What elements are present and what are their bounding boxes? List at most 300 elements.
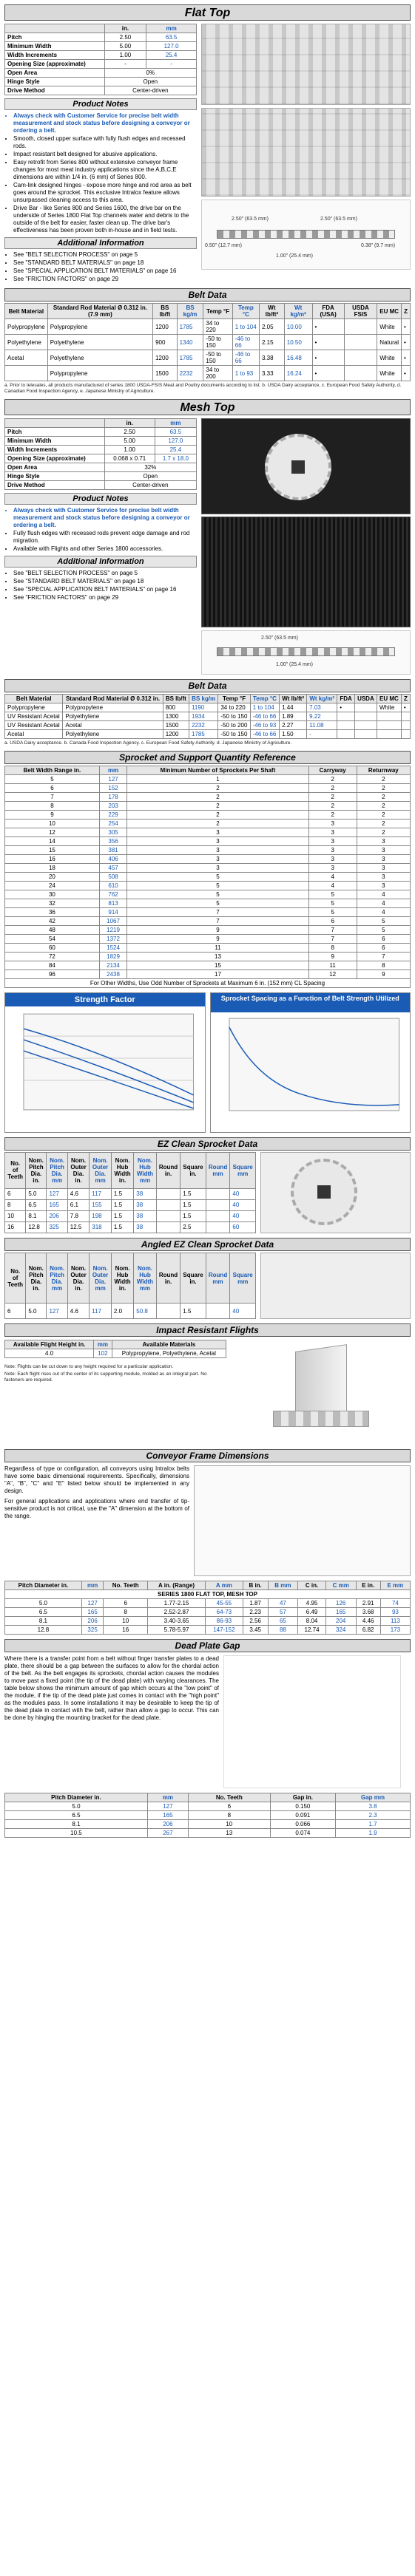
frame-row-cell: 57 <box>268 1608 298 1617</box>
sprocket-spacing-plot <box>211 1012 411 1132</box>
product-notes-list <box>4 112 197 234</box>
flat-top-dimension-diagram <box>201 200 411 270</box>
sprocket-qty-row-cell: 406 <box>99 855 126 864</box>
sprocket-qty-row-cell: 762 <box>99 890 126 899</box>
dead-plate-row-cell: 13 <box>188 1829 270 1838</box>
ez-row-cell: 12.8 <box>26 1221 47 1233</box>
frame-row-cell: 64-73 <box>206 1608 243 1617</box>
belt-data-row: UV Resistant Acetal Acetal 1500 2232 -50 to 200 -46 to 93 2.27 11.08 <box>5 721 411 730</box>
sprocket-qty-row-cell: 6 <box>308 917 357 926</box>
ez-row-cell: 1.5 <box>180 1210 206 1221</box>
frame-row-cell: 3.40-3.65 <box>148 1617 206 1626</box>
spec-header: in. mm <box>5 419 197 428</box>
mesh-top-title: Mesh Top <box>4 399 411 415</box>
sprocket-qty-row-cell: 1372 <box>99 935 126 944</box>
ez-row-cell: 165 <box>47 1199 67 1210</box>
sprocket-qty-row-cell: 1 <box>127 775 308 784</box>
dead-plate-row-cell: 6.5 <box>5 1811 148 1820</box>
frame-row-cell: 10 <box>104 1617 148 1626</box>
dim-label: 2.50" (63.5 mm) <box>320 217 357 222</box>
sprocket-qty-row-cell: 6 <box>357 944 410 953</box>
sprocket-qty-row-cell: 7 <box>127 917 308 926</box>
flat-top-section <box>4 24 411 284</box>
sprocket-qty-row-cell: 8 <box>5 802 100 811</box>
dead-plate-title: Dead Plate Gap <box>4 1639 411 1652</box>
ez-clean-table <box>4 1152 256 1233</box>
frame-row <box>5 1599 411 1608</box>
spec-row: Drive Method Center-driven <box>5 86 197 95</box>
sprocket-qty-row <box>5 944 411 953</box>
mesh-top-right <box>201 418 411 675</box>
sprocket-qty-row-cell: 5 <box>308 899 357 908</box>
frame-row-cell: 8.1 <box>5 1617 82 1626</box>
frame-row-cell: 47 <box>268 1599 298 1608</box>
sprocket-qty-row-cell: 3 <box>357 873 410 882</box>
ez-row-cell: 2.5 <box>180 1221 206 1233</box>
sprocket-qty-header: Belt Width Range in. mm Minimum Number of Sprockets Per Shaft Carryway Returnway <box>5 766 411 775</box>
frame-row-cell: 206 <box>81 1617 104 1626</box>
frame-row-cell: 165 <box>81 1608 104 1617</box>
sprocket-qty-row-cell: 13 <box>127 953 308 961</box>
frame-row-cell: 6.5 <box>5 1608 82 1617</box>
belt-profile <box>217 647 395 656</box>
sprocket-qty-row-cell: 1219 <box>99 926 126 935</box>
sprocket-qty-row-cell: 2 <box>308 784 357 793</box>
sprocket-qty-row-cell: 7 <box>308 935 357 944</box>
sprocket-qty-row-cell: 7 <box>308 926 357 935</box>
ez-row-cell: 8 <box>5 1199 26 1210</box>
dead-plate-row-cell: 267 <box>147 1829 188 1838</box>
sprocket-qty-row-cell: 3 <box>127 864 308 873</box>
sprocket-qty-row-cell: 12 <box>5 828 100 837</box>
dead-plate-row-cell: 165 <box>147 1811 188 1820</box>
sprocket-qty-row-cell: 2 <box>127 820 308 828</box>
sprocket-qty-row-cell: 5 <box>357 917 410 926</box>
spec-row: Pitch 2.50 63.5 <box>5 428 197 437</box>
ez-row-cell: 155 <box>90 1199 112 1210</box>
flat-top-spec-table <box>4 24 197 95</box>
sprocket-qty-row <box>5 811 411 820</box>
sprocket-qty-row-cell: 20 <box>5 873 100 882</box>
frame-row-cell: 4.46 <box>356 1617 380 1626</box>
belt-data-table <box>4 694 411 739</box>
frame-header: Pitch Diameter in. mm No. Teeth A in. (Range) A mm B in. B mm C in. C mm E in. E mm <box>5 1581 411 1590</box>
sprocket-qty-row-cell: 254 <box>99 820 126 828</box>
spec-row: Drive Method Center-driven <box>5 481 197 490</box>
flights-table <box>4 1340 226 1358</box>
sprocket-qty-row-cell: 3 <box>308 846 357 855</box>
frame-row-cell: 1.77-2.15 <box>148 1599 206 1608</box>
spec-row: Opening Size (approximate) 0.068 x 0.71 1.7 x 18.0 <box>5 454 197 463</box>
ez-row-cell <box>206 1210 230 1221</box>
angled-ez-row: 6 5.0 127 4.6 117 2.0 50.8 1.5 40 <box>5 1304 256 1319</box>
frame-row-cell: 6.82 <box>356 1626 380 1635</box>
sprocket-qty-row <box>5 908 411 917</box>
ez-row-cell: 40 <box>230 1210 256 1221</box>
dim-label: 0.50" (12.7 mm) <box>205 243 242 248</box>
sprocket-qty-row-cell: 381 <box>99 846 126 855</box>
spec-row: Open Area 32% <box>5 463 197 472</box>
ez-row-cell: 38 <box>134 1199 156 1210</box>
ez-row-cell: 1.5 <box>111 1199 133 1210</box>
ez-row-cell <box>156 1199 180 1210</box>
sprocket-qty-row-cell: 2 <box>357 811 410 820</box>
note-item: • Impact resistant belt designed for abusive applications. <box>13 151 197 158</box>
ez-clean-section <box>4 1152 411 1233</box>
flight-base <box>273 1411 369 1427</box>
sprocket-qty-row-cell: 4 <box>357 899 410 908</box>
sprocket-qty-row-cell: 7 <box>5 793 100 802</box>
additional-info-list <box>4 570 197 602</box>
sprocket-qty-row <box>5 828 411 837</box>
frame-diagram <box>194 1465 411 1576</box>
dim-label: 2.50" (63.5 mm) <box>261 636 298 641</box>
frame-row-cell: 173 <box>380 1626 410 1635</box>
frame-row-cell: 16 <box>104 1626 148 1635</box>
belt-data-header: Belt Material Standard Rod Material Ø 0.312 in. BS lb/ft BS kg/m Temp °F Temp °C Wt lb/ft² Wt kg/m² FDA USDA EU MC Z <box>5 695 411 703</box>
mesh-top-section <box>4 418 411 675</box>
sprocket-qty-row-cell: 2 <box>357 784 410 793</box>
dead-plate-row-cell: 5.0 <box>5 1802 148 1811</box>
additional-info-title: Additional Information <box>4 237 197 249</box>
sprocket-qty-row-cell: 60 <box>5 944 100 953</box>
strength-factor-title: Strength Factor <box>5 993 205 1006</box>
sprocket-qty-row-cell: 3 <box>357 846 410 855</box>
spec-header-in: in. <box>104 24 146 33</box>
sprocket-qty-row-cell: 1829 <box>99 953 126 961</box>
ez-sprocket-image <box>260 1152 411 1233</box>
sprocket-qty-row-cell: 3 <box>357 855 410 864</box>
ez-row-cell: 6 <box>5 1188 26 1199</box>
mesh-top-belt-photo <box>201 517 411 627</box>
ez-body <box>5 1188 256 1233</box>
charts-row <box>4 992 411 1133</box>
ez-row <box>5 1188 256 1199</box>
sprocket-qty-row-cell: 2 <box>127 793 308 802</box>
sprocket-image <box>291 1159 357 1225</box>
frame-row <box>5 1617 411 1626</box>
sprocket-qty-row-cell: 4 <box>357 890 410 899</box>
sprocket-qty-row <box>5 917 411 926</box>
flights-note: Note: Flights can be cut down to any height required for a particular application. <box>4 1364 174 1369</box>
frame-row-cell: 6 <box>104 1599 148 1608</box>
sprocket-qty-row <box>5 890 411 899</box>
dead-plate-row-cell: 206 <box>147 1820 188 1829</box>
sprocket-qty-row-cell: 5 <box>127 873 308 882</box>
sprocket-qty-row <box>5 846 411 855</box>
frame-row-cell: 8.04 <box>298 1617 326 1626</box>
ez-row-cell: 117 <box>90 1188 112 1199</box>
ez-row <box>5 1221 256 1233</box>
frame-row-cell: 113 <box>380 1617 410 1626</box>
dim-label: 1.00" (25.4 mm) <box>276 253 313 259</box>
page <box>0 4 415 1838</box>
sprocket-qty-row <box>5 864 411 873</box>
sprocket-qty-row-cell: 2 <box>127 811 308 820</box>
ez-row-cell: 6.1 <box>67 1199 90 1210</box>
dead-plate-row <box>5 1802 411 1811</box>
spec-row: Minimum Width 5.00 127.0 <box>5 437 197 446</box>
additional-link[interactable]: • See "STANDARD BELT MATERIALS" on page 18 <box>13 578 197 585</box>
spec-row: Minimum Width 5.00 127.0 <box>5 42 197 51</box>
sprocket-qty-row <box>5 935 411 944</box>
flights-section <box>4 1340 411 1445</box>
spec-row: Pitch 2.50 63.5 <box>5 33 197 42</box>
frame-row-cell: 74 <box>380 1599 410 1608</box>
ez-row-cell: 127 <box>47 1188 67 1199</box>
ez-row-cell: 10 <box>5 1210 26 1221</box>
angled-ez-section <box>4 1253 411 1319</box>
belt-data-row: Polypropylene Polypropylene 800 1190 34 to 220 1 to 104 1.44 7.03 • White • <box>5 703 411 712</box>
belt-data-row: Acetal Polyethylene 1200 1785 -50 to 150 -46 to 66 3.38 16.48 • White • <box>5 350 411 366</box>
dead-plate-body <box>5 1802 411 1838</box>
sprocket-qty-row-cell: 18 <box>5 864 100 873</box>
ez-row-cell: 40 <box>230 1199 256 1210</box>
frame-row-cell: 45-55 <box>206 1599 243 1608</box>
product-notes-list <box>4 507 197 553</box>
sprocket-qty-row-cell: 2438 <box>99 970 126 979</box>
sprocket-qty-row-cell: 96 <box>5 970 100 979</box>
sprocket-qty-row-cell: 3 <box>308 837 357 846</box>
note-item: • Always check with Customer Service for precise belt width measurement and stock status before designing a conveyor or ordering a belt. <box>13 507 197 529</box>
frame-row-cell: 147-152 <box>206 1626 243 1635</box>
flight-module-image <box>266 1344 377 1440</box>
sprocket-qty-row-cell: 3 <box>127 855 308 864</box>
sprocket-qty-row <box>5 793 411 802</box>
sprocket-qty-row-cell: 24 <box>5 882 100 890</box>
sprocket-qty-row-cell: 4 <box>357 908 410 917</box>
additional-link[interactable]: • See "STANDARD BELT MATERIALS" on page 18 <box>13 259 197 267</box>
flights-header: Available Flight Height in. mm Available Materials <box>5 1340 226 1349</box>
spec-row: Width Increments 1.00 25.4 <box>5 51 197 60</box>
angled-ez-title: Angled EZ Clean Sprocket Data <box>4 1238 411 1251</box>
dead-plate-row-cell: 6 <box>188 1802 270 1811</box>
additional-link[interactable]: • See "FRICTION FACTORS" on page 29 <box>13 594 197 602</box>
sprocket-qty-table <box>4 766 411 988</box>
dead-plate-row <box>5 1829 411 1838</box>
sprocket-qty-row <box>5 784 411 793</box>
flights-title: Impact Resistant Flights <box>4 1323 411 1337</box>
additional-info-title: Additional Information <box>4 556 197 568</box>
frame-row-cell: 12.74 <box>298 1626 326 1635</box>
mesh-top-spec-table <box>4 418 197 490</box>
sprocket-qty-row-cell: 14 <box>5 837 100 846</box>
belt-data-row: Polypropylene 1500 2232 34 to 200 1 to 93 3.33 16.24 • White • <box>5 366 411 381</box>
frame-row-cell: 6.49 <box>298 1608 326 1617</box>
frame-row-cell: 324 <box>325 1626 356 1635</box>
sprocket-qty-row-cell: 5 <box>357 926 410 935</box>
dead-plate-row-cell: 8.1 <box>5 1820 148 1829</box>
additional-link[interactable]: • See "BELT SELECTION PROCESS" on page 5 <box>13 570 197 577</box>
sprocket-qty-row-cell: 15 <box>5 846 100 855</box>
frame-row-cell: 325 <box>81 1626 104 1635</box>
ez-header: No. of Teeth Nom. Pitch Dia. in. Nom. Pitch Dia. mm Nom. Outer Dia. in. Nom. Outer Dia. mm Nom. Hub Width in. Nom. Hub Width mm Round in. Square in. Round mm Square mm <box>5 1153 256 1189</box>
spec-row: Open Area 0% <box>5 69 197 78</box>
dead-plate-header: Pitch Diameter in. mm No. Teeth Gap in. Gap mm <box>5 1793 411 1802</box>
sprocket-qty-row-cell: 457 <box>99 864 126 873</box>
sprocket-spacing-title: Sprocket Spacing as a Function of Belt Strength Utilized <box>211 993 411 1012</box>
sprocket-qty-row-cell: 11 <box>308 961 357 970</box>
sprocket-qty-row <box>5 970 411 979</box>
frame-body <box>5 1599 411 1635</box>
dim-label: 2.50" (63.5 mm) <box>232 217 269 222</box>
sprocket-qty-row-cell: 3 <box>308 828 357 837</box>
ez-row-cell: 16 <box>5 1221 26 1233</box>
sprocket-qty-row-cell: 3 <box>308 864 357 873</box>
note-item: • Easy retrofit from Series 800 without extensive conveyor frame changes for most meat industry applications since the A,B,C,E dimensions are within 1/4 in. (6 mm) of Series 800. <box>13 159 197 181</box>
flights-row: 4.0 102 Polypropylene, Polyethylene, Acetal <box>5 1349 226 1358</box>
sprocket-qty-row-cell: 5 <box>127 899 308 908</box>
sprocket-qty-row-cell: 3 <box>357 882 410 890</box>
note-item: • Available with Flights and other Series 1800 accessories. <box>13 545 197 553</box>
dead-plate-paragraph: Where there is a transfer point from a belt without finger transfer plates to a dead plate, there should be a gap between the surfaces to allow for the chordal action of the belt. As the belt engages its sprockets, chordal action causes the modules to move past a fixed point (the tip of the dead plate) with varying clearances. The table below shows the minimum amount of gap which occurs at the "low point" of the module, if the tip of the dead plate just comes in contact with the "high point" as the modules pass. In some installations it may be desirable to keep the tip of the dead plate in contact with the belt, rather than allow a gap to occur. This can be done by hinging the mounting bracket for the dead plate. <box>4 1655 219 1721</box>
ez-row-cell: 325 <box>47 1221 67 1233</box>
dead-plate-section <box>4 1655 411 1788</box>
sprocket-qty-row-cell: 813 <box>99 899 126 908</box>
sprocket-qty-row-cell: 8 <box>357 961 410 970</box>
sprocket-qty-row-cell: 7 <box>357 953 410 961</box>
belt-data-title: Belt Data <box>4 679 411 692</box>
frame-paragraph: For general applications and applications where end transfer of tip-sensitive product is not critical, use the "A" dimension at the bottom of the range. <box>4 1498 189 1519</box>
angled-sprocket-image <box>260 1253 411 1319</box>
ez-row-cell: 6.5 <box>26 1199 47 1210</box>
sprocket-qty-row-cell: 9 <box>357 970 410 979</box>
ez-row-cell: 5.0 <box>26 1188 47 1199</box>
sprocket-qty-row-cell: 2 <box>127 802 308 811</box>
frame-row-cell: 2.23 <box>243 1608 268 1617</box>
belt-data-footnotes: a. Prior to telesales, all products manufactured of series 1800 USDA-FSIS Meat and Poultry documents according to list. b. USDA Dairy acceptance, c. European Food Safety Authority, d. Canadian Food Inspection Agency, e. Japanese Ministry of Agriculture. <box>4 383 402 394</box>
belt-data-title: Belt Data <box>4 288 411 301</box>
sprocket-qty-row-cell: 2 <box>357 828 410 837</box>
frame-row-cell: 8 <box>104 1608 148 1617</box>
spec-header-blank <box>5 24 105 33</box>
additional-link[interactable]: • See "SPECIAL APPLICATION BELT MATERIALS" on page 16 <box>13 268 197 275</box>
ez-row-cell: 40 <box>230 1188 256 1199</box>
additional-link[interactable]: • See "SPECIAL APPLICATION BELT MATERIALS" on page 16 <box>13 586 197 593</box>
dead-plate-row-cell: 8 <box>188 1811 270 1820</box>
sprocket-qty-row-cell: 3 <box>127 837 308 846</box>
sprocket-qty-row-cell: 508 <box>99 873 126 882</box>
dead-plate-row-cell: 0.091 <box>270 1811 335 1820</box>
ez-row-cell: 60 <box>230 1221 256 1233</box>
sprocket-qty-row-cell: 4 <box>308 882 357 890</box>
ez-row-cell: 12.5 <box>67 1221 90 1233</box>
belt-data-row: Polyethylene Polyethylene 900 1340 -50 to 150 -46 to 66 2.15 10.50 • Natural • <box>5 335 411 350</box>
flat-top-belt-underside-photo <box>201 108 411 197</box>
flat-top-right <box>201 24 411 284</box>
note-item: • Drive Bar - like Series 800 and Series 1600, the drive bar on the underside of Series 1800 Flat Top channels water and debris to the outside of the belt for easier, faster clean up. The drive bar's effectiveness has been proven both in-house and in field tests. <box>13 205 197 234</box>
belt-data-footnotes: a. USDA Dairy acceptance. b. Canada Food Inspection Agency. c. European Food Safety Authority. d. Japanese Ministry of Agriculture. <box>4 740 292 746</box>
sprocket-qty-row-cell: 5 <box>127 882 308 890</box>
mesh-top-sprocket-photo <box>201 418 411 514</box>
product-notes-title: Product Notes <box>4 493 197 505</box>
frame-row <box>5 1608 411 1617</box>
belt-profile <box>217 230 395 239</box>
frame-row-cell: 12.8 <box>5 1626 82 1635</box>
note-item: • Smooth, closed upper surface with fully flush edges and recessed rods. <box>13 135 197 150</box>
frame-subheader: SERIES 1800 FLAT TOP, MESH TOP <box>5 1590 411 1599</box>
sprocket-qty-row-cell: 5 <box>127 890 308 899</box>
dead-plate-row-cell: 10 <box>188 1820 270 1829</box>
mesh-top-left <box>4 418 197 675</box>
sprocket-qty-row-cell: 3 <box>127 846 308 855</box>
ez-row-cell <box>206 1199 230 1210</box>
sprocket-qty-row <box>5 899 411 908</box>
dead-plate-row-cell: 127 <box>147 1802 188 1811</box>
sprocket-qty-row-cell: 3 <box>357 864 410 873</box>
additional-link[interactable]: • See "BELT SELECTION PROCESS" on page 5 <box>13 251 197 259</box>
ez-row-cell: 38 <box>134 1210 156 1221</box>
sprocket-qty-row-cell: 6 <box>357 935 410 944</box>
sprocket-qty-row-cell: 2134 <box>99 961 126 970</box>
sprocket-qty-row-cell: 2 <box>308 775 357 784</box>
sprocket-qty-row-cell: 9 <box>308 953 357 961</box>
sprocket-qty-row-cell: 30 <box>5 890 100 899</box>
sprocket-qty-row-cell: 16 <box>5 855 100 864</box>
sprocket-qty-row-cell: 203 <box>99 802 126 811</box>
sprocket-qty-row-cell: 229 <box>99 811 126 820</box>
spec-header-mm: mm <box>146 24 197 33</box>
sprocket-qty-row-cell: 178 <box>99 793 126 802</box>
dead-plate-row-cell: 0.074 <box>270 1829 335 1838</box>
belt-data-row: Polypropylene Polypropylene 1200 1785 34 to 220 1 to 104 2.05 10.00 • White • <box>5 319 411 335</box>
sprocket-qty-row-cell: 1524 <box>99 944 126 953</box>
sprocket-qty-row-cell: 36 <box>5 908 100 917</box>
dead-plate-row-cell: 1.7 <box>336 1820 411 1829</box>
sprocket-qty-row-cell: 3 <box>357 837 410 846</box>
ez-clean-title: EZ Clean Sprocket Data <box>4 1137 411 1151</box>
frame-paragraph: Regardless of type or configuration, all conveyors using Intralox belts have some basic dimensional requirements. Specifically, dimensions "A", "B", "C" and "E" listed below should be implemented in any design. <box>4 1465 189 1494</box>
dead-plate-row-cell: 2.3 <box>336 1811 411 1820</box>
sprocket-qty-row-cell: 1067 <box>99 917 126 926</box>
sprocket-image <box>265 434 331 500</box>
sprocket-qty-row-cell: 3 <box>308 820 357 828</box>
strength-factor-chart <box>4 992 206 1133</box>
sprocket-qty-row-cell: 2 <box>357 820 410 828</box>
spec-row: Hinge Style Open <box>5 78 197 86</box>
dead-plate-row-cell: 0.150 <box>270 1802 335 1811</box>
sprocket-qty-row-cell: 2 <box>308 793 357 802</box>
sprocket-qty-row <box>5 855 411 864</box>
sprocket-qty-row-cell: 7 <box>127 908 308 917</box>
ez-row <box>5 1210 256 1221</box>
frame-row-cell: 2.91 <box>356 1599 380 1608</box>
additional-link[interactable]: • See "FRICTION FACTORS" on page 29 <box>13 276 197 283</box>
ez-row-cell: 206 <box>47 1210 67 1221</box>
sprocket-qty-row <box>5 837 411 846</box>
sprocket-qty-row-cell: 2 <box>308 802 357 811</box>
ez-row <box>5 1199 256 1210</box>
dead-plate-row <box>5 1820 411 1829</box>
sprocket-qty-row-cell: 4 <box>308 873 357 882</box>
frame-row-cell: 3.68 <box>356 1608 380 1617</box>
sprocket-qty-row-cell: 2 <box>127 784 308 793</box>
sprocket-qty-row-cell: 8 <box>308 944 357 953</box>
ez-row-cell: 1.5 <box>111 1188 133 1199</box>
frame-row-cell: 65 <box>268 1617 298 1626</box>
sprocket-qty-row <box>5 926 411 935</box>
frame-row-cell: 2.52-2.87 <box>148 1608 206 1617</box>
dead-plate-diagram <box>223 1655 401 1788</box>
frame-row-cell: 2.56 <box>243 1617 268 1626</box>
frame-row-cell: 93 <box>380 1608 410 1617</box>
frame-row-cell: 88 <box>268 1626 298 1635</box>
ez-row-cell <box>156 1188 180 1199</box>
sprocket-qty-row-cell: 914 <box>99 908 126 917</box>
sprocket-qty-row-cell: 3 <box>127 828 308 837</box>
frame-row-cell: 4.95 <box>298 1599 326 1608</box>
sprocket-qty-row-cell: 15 <box>127 961 308 970</box>
